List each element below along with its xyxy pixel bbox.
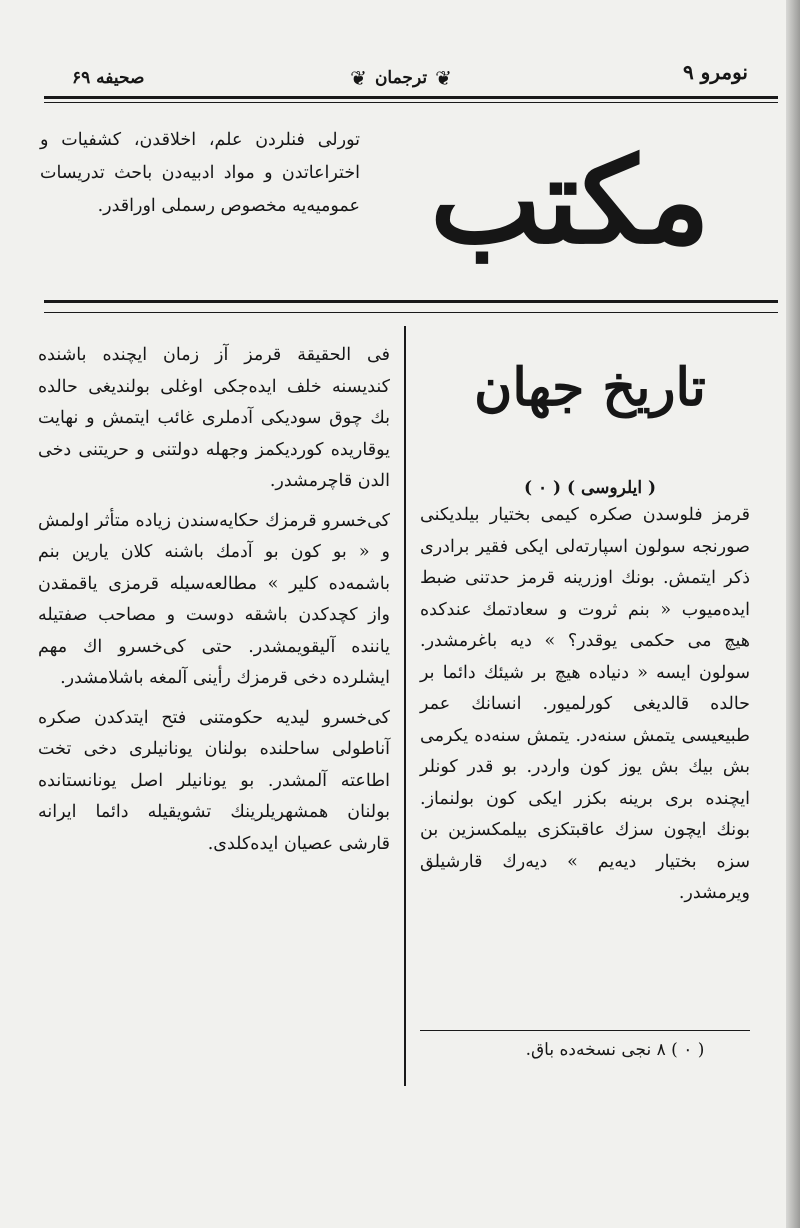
masthead-rule-thin	[44, 312, 778, 313]
footnote-rule	[420, 1030, 750, 1031]
publication-name: ترجمان	[374, 68, 428, 88]
masthead-rule-thick	[44, 300, 778, 303]
paragraph: کی‌خسرو لیدیه حکومتنی فتح ایتدکدن صکره آناطولی ساحلنده بولنان یونانیلری دخی تخت اطاعته آلمشدر. بو یونانیلر اصل یونانستانده بولنان همشهریلرینك تشویقیله دائما ایرانه قارشی عصیان ایده‌کلدی.	[38, 707, 390, 854]
footnote: ( ۰ ) ۸ نجی نسخه‌ده باق.	[525, 1040, 705, 1060]
paragraph: کی‌خسرو قرمزك حکایه‌سندن زیاده متأثر اولمش و « بو کون بو آدمك باشنه کلان یارین بنم باشمه‌ده کلیر » مطالعه‌سیله قرمزی یاقمقدن واز کچدکدن باشقه دوست و مصاحب صفتیله یاننده آلیقویمشدر. حتی کی‌خسرو اك مهم ایشلرده دخی قرمزك رأینی آلمغه باشلامشدر.	[38, 510, 390, 688]
ornament-right-icon: ❦	[435, 66, 452, 90]
page-number: صحیفه ۶۹	[72, 68, 145, 88]
ornament-left-icon: ❦	[350, 66, 367, 90]
article-subtitle: ( ایلروسی ) ( ۰ )	[524, 478, 656, 498]
page-edge-shadow	[786, 0, 800, 1228]
issue-number: نومرو ۹	[682, 60, 748, 84]
column-divider	[404, 326, 406, 1086]
masthead-title: مکتب	[430, 131, 710, 270]
masthead-description: تورلی فنلردن علم، اخلاقدن، کشفیات و اختراعاتدن و مواد ادبیه‌دن باحث تدریسات عمومیه‌یه مخصوص رسملی اوراقدر.	[40, 130, 360, 216]
paragraph: فی الحقیقة قرمز آز زمان ایچنده باشنده کندیسنه خلف ایده‌جکی اوغلی بولندیغی حالده بك چوق سودیکی آدملری غائب ایتمش و نهایت یوقاریده کوردیکمز وجهله دولتنی و حریتنی دخی الدن قاچرمشدر.	[38, 345, 390, 491]
left-column	[38, 340, 390, 868]
publication-header	[322, 64, 480, 92]
header-rule-thin	[44, 102, 778, 103]
header-rule-thick	[44, 96, 778, 99]
paragraph: قرمز فلوسدن صکره کیمی بختیار بیلدیکنی صورنجه سولون اسپارته‌لی ایکی فقیر برادری ذکر ایتمش. بونك اوزرینه قرمز حدتنی ضبط ایده‌میوب « بنم ثروت و سعادتمك عندکده هیچ می حکمی یوقدر؟ » دیه باغرمشدر. سولون ایسه « دنیاده هیچ بر شیئك دائما بر حالده قالدیغی کورلمیور. انسانك عمر طبیعیسی یتمش سنه‌در. یتمش سنه‌ده یکرمی بش بیك بش یوز کون واردر. بو قدر کونلر ایچنده بری برینه بکزر ایکی کون بولنماز. بونك ایچون سزك عاقبتکزی بیلمکسزین بن سزه بختیار دیه‌یم » دیه‌رك قارشیلق ویرمشدر.	[420, 505, 750, 903]
article-title: تاریخ جهان	[474, 357, 706, 418]
right-column	[420, 500, 750, 918]
